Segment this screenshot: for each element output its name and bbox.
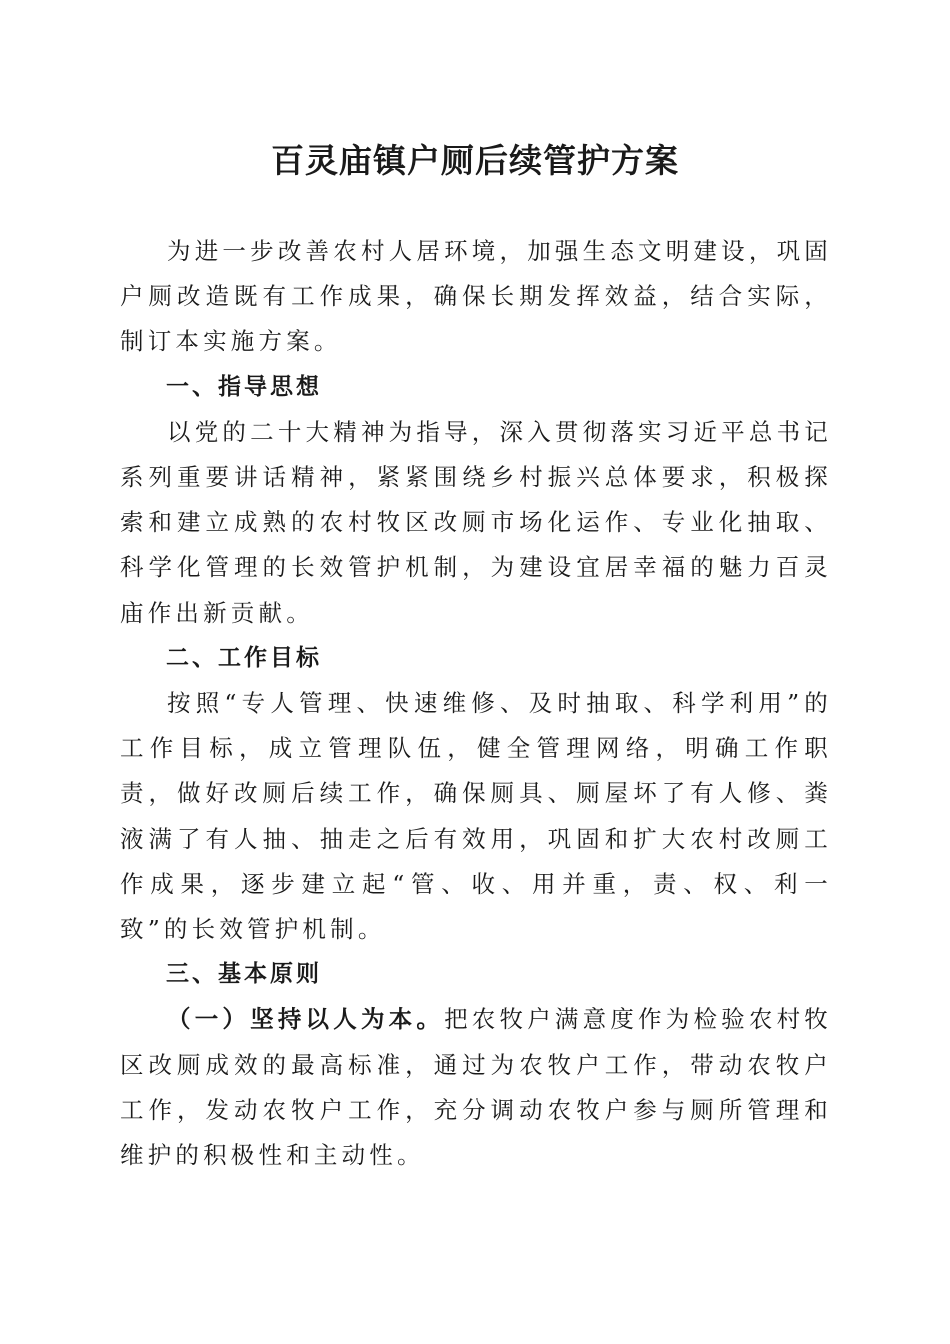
section-heading-basic-principles: 三、基本原则 — [166, 961, 322, 988]
section-paragraph-work-goals: 按照“专人管理、快速维修、及时抽取、科学利用”的工作目标，成立管理队伍，健全管理网络，明确工作职责，做好改厕后续工作，确保厕具、厕屋坏了有人修、粪液满了有人抽、抽走之后有效用，巩固和扩大农村改厕工作成果，逐步建立起“管、收、用并重，责、权、利一致”的长效管护机制。 — [120, 689, 832, 944]
section-heading-work-goals: 二、工作目标 — [166, 644, 322, 671]
principle-item-label: （一）坚持以人为本。 — [167, 1005, 445, 1034]
principle-item-people-oriented — [120, 997, 832, 1178]
intro-paragraph: 为进一步改善农村人居环境，加强生态文明建设，巩固户厕改造既有工作成果，确保长期发挥效益，结合实际，制订本实施方案。 — [120, 237, 832, 356]
section-paragraph-guiding-ideology: 以党的二十大精神为指导，深入贯彻落实习近平总书记系列重要讲话精神，紧紧围绕乡村振兴总体要求，积极探索和建立成熟的农村牧区改厕市场化运作、专业化抽取、科学化管理的长效管护机制，为建设宜居幸福的魅力百灵庙作出新贡献。 — [120, 417, 832, 627]
section-heading-guiding-ideology: 一、指导思想 — [166, 373, 322, 400]
principle-item-text: 把农牧户满意度作为检验农村牧区改厕成效的最高标准，通过为农牧户工作，带动农牧户工作，发动农牧户工作，充分调动农牧户参与厕所管理和维护的积极性和主动性。 — [120, 1005, 832, 1170]
document-body — [120, 229, 832, 1178]
document-title: 百灵庙镇户厕后续管护方案 — [271, 141, 679, 180]
